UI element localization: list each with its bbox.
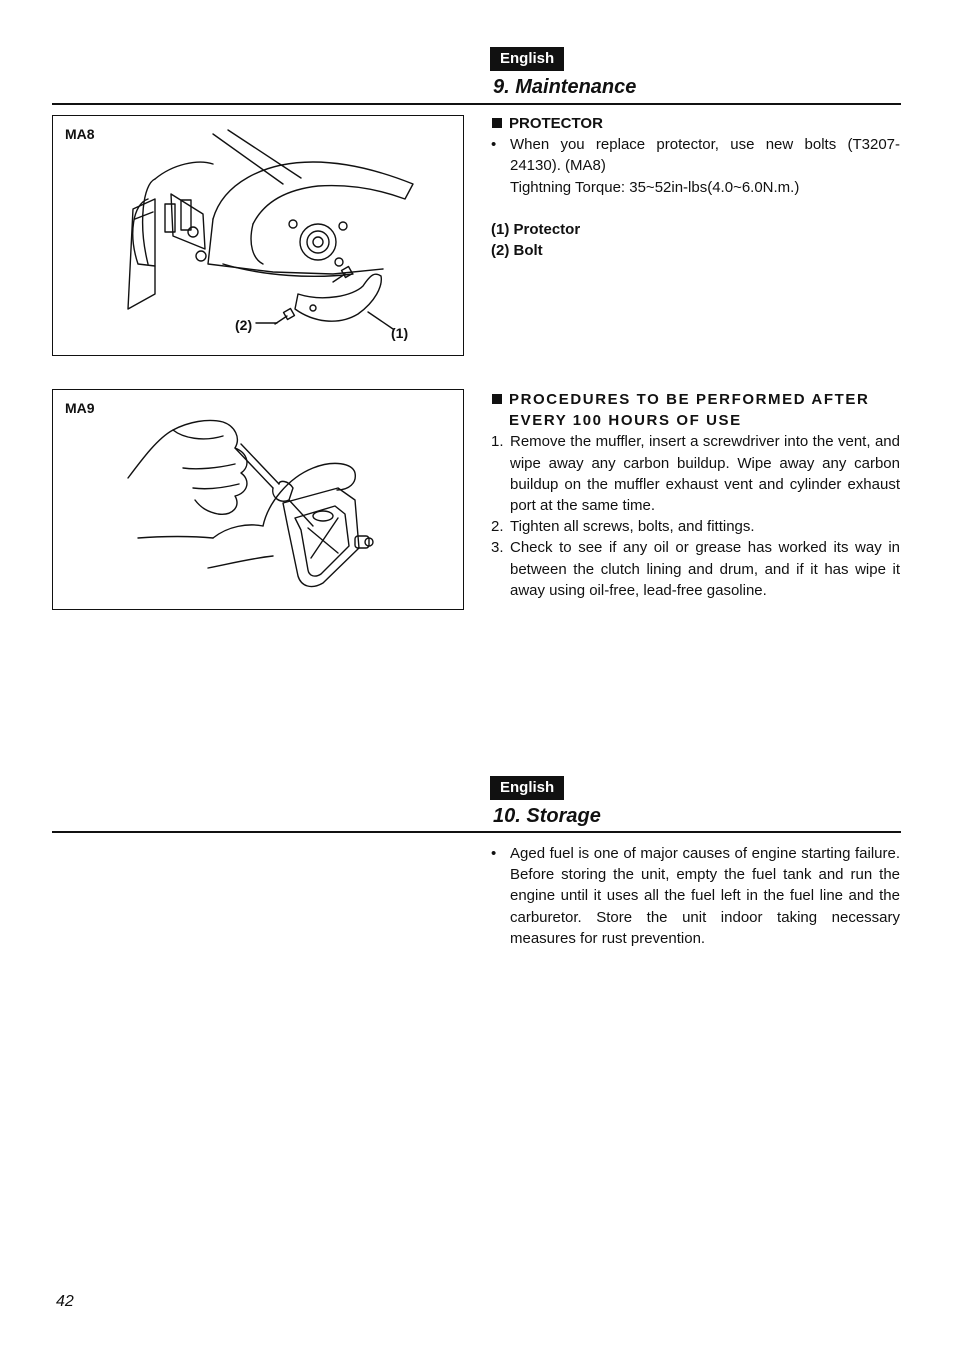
protector-heading: PROTECTOR	[491, 113, 900, 134]
part-item: (1) Protector	[491, 220, 581, 238]
procedures-section	[491, 389, 900, 601]
figure-ma9	[52, 389, 464, 610]
bullet-icon: •	[491, 845, 497, 862]
figure-label: MA8	[65, 126, 95, 142]
protector-section	[491, 113, 900, 261]
section-divider	[52, 831, 901, 833]
procedure-step: 2. Tighten all screws, bolts, and fittings.	[491, 518, 755, 536]
figure-ma8	[52, 115, 464, 356]
procedure-step: 1. Remove the muffler, insert a screwdriver into the vent, and wipe away any carbon buildup. Wipe away any carbon buildup on the muffler exhaust vent and cylinder exhaust port at the same time.	[491, 433, 900, 515]
muffler-cleaning-illustration	[123, 408, 393, 598]
section-title-maintenance: 9. Maintenance	[493, 76, 637, 98]
square-bullet-icon	[492, 118, 502, 128]
storage-section	[491, 843, 900, 949]
section-title-storage: 10. Storage	[493, 805, 601, 827]
figure-label: MA9	[65, 400, 95, 416]
protector-bullet: • When you replace protector, use new bolts (T3207-24130). (MA8)	[491, 136, 900, 175]
bullet-icon: •	[491, 136, 497, 154]
section-divider	[52, 103, 901, 105]
callout-bolt: (2)	[235, 317, 253, 333]
torque-spec: Tightning Torque: 35~52in-lbs(4.0~6.0N.m.)	[510, 178, 800, 196]
callout-protector: (1)	[391, 325, 409, 341]
procedure-step: 3. Check to see if any oil or grease has worked its way in between the clutch lining and drum, and if it has wipe it away using oil-free, lead-free gasoline.	[491, 539, 900, 599]
part-item: (2) Bolt	[491, 242, 543, 260]
language-tag: English	[490, 47, 564, 71]
protector-illustration	[113, 124, 433, 349]
procedures-heading: PROCEDURES TO BE PERFORMED AFTER EVERY 100 HOURS OF USE	[491, 389, 900, 431]
storage-bullet: • Aged fuel is one of major causes of engine starting failure. Before storing the unit, empty the fuel tank and run the engine until it uses all the fuel left in the fuel line and the carburetor. Store the unit indoor taking necessary measures for rust prevention.	[491, 845, 900, 947]
square-bullet-icon	[492, 394, 502, 404]
language-tag: English	[490, 776, 564, 800]
page-number: 42	[56, 1293, 74, 1310]
